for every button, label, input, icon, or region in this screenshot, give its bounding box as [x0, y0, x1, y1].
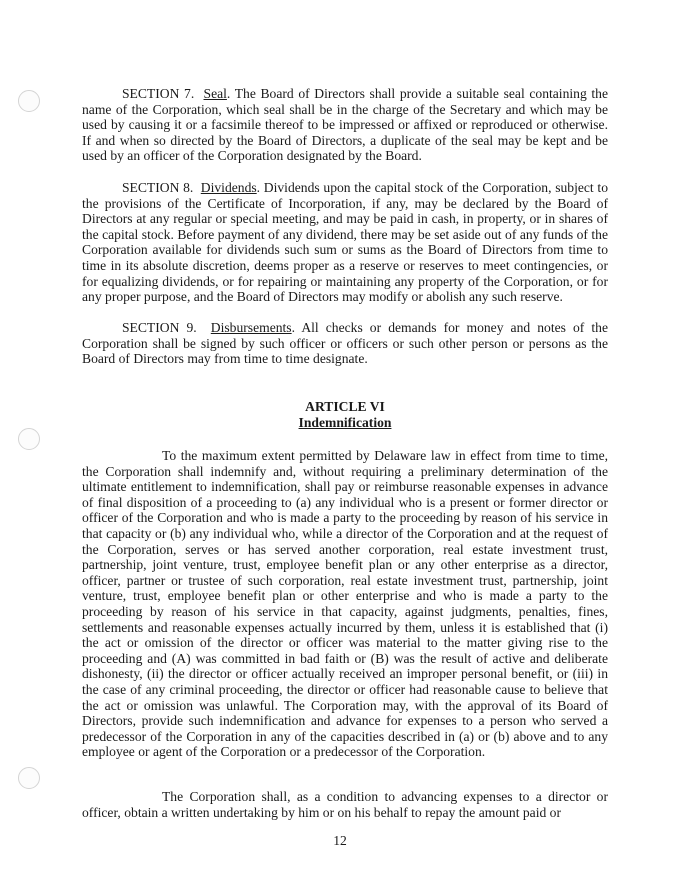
section-9-number: SECTION 9.	[122, 320, 197, 335]
indemnification-paragraph-1	[82, 448, 608, 760]
section-9-body: . All checks or demands for money and notes of the Corporation shall be signed by such officer or officers or such other person or persons as the Board of Directors may from time to time designate.	[82, 320, 609, 367]
article-title: ARTICLE VI	[305, 399, 385, 414]
article-subtitle: Indemnification	[298, 415, 392, 430]
section-7-number: SECTION 7.	[122, 86, 195, 101]
section-8	[82, 180, 608, 305]
indemnification-text-1: To the maximum extent permitted by Delaware law in effect from time to time, the Corporation shall indemnify and, without requiring a preliminary determination of the ultimate entitlement to indemnification, shall pay or reimburse reasonable expenses in advance of final disposition of a proceeding to (a) any individual who is a present or former director or officer of the Corporation and who is made a party to the proceeding by reason of his service in that capacity or (b) any individual who, while a director of the Corporation and at the request of the Corporation, serves or has served another corporation, real estate investment trust, partnership, joint venture, trust, employee benefit plan or any other enterprise as a director, officer, partner or trustee of such corporation, real estate investment trust, partnership, joint venture, trust, employee benefit plan or other enterprise and who is made a party to the proceeding by reason of his service in that capacity, against judgments, penalties, fines, settlements and reasonable expenses actually incurred by them, unless it is established that (i) the act or omission of the director or officer was material to the matter giving rise to the proceeding and (A) was committed in bad faith or (B) was the result of active and deliberate dishonesty, (ii) the director or officer actually received an improper personal benefit, or (iii) in the case of any criminal proceeding, the director or officer had reasonable cause to believe that the act or omission was unlawful. The Corporation may, with the approval of its Board of Directors, provide such indemnification and advance for expenses to a person who served a predecessor of the Corporation in any of the capacities described in (a) or (b) above and to any employee or agent of the Corporation or a predecessor of the Corporation.	[82, 448, 608, 760]
indemnification-paragraph-2	[82, 789, 608, 820]
article-heading	[82, 399, 608, 431]
section-8-title: Dividends	[200, 180, 257, 195]
section-8-body: . Dividends upon the capital stock of the Corporation, subject to the provisions of the Certificate of Incorporation, if any, may be declared by the Board of Directors at any regular or special meeting, and may be paid in cash, in property, or in shares of the capital stock. Before payment of any dividend, there may be set aside out of any funds of the Corporation available for dividends such sum or sums as the Board of Directors from time to time in its absolute discretion, deems proper as a reserve or reserves to meet contingencies, or for equalizing dividends, or for repairing or maintaining any property of the Corporation, or for any proper purpose, and the Board of Directors may modify or abolish any such reserve.	[82, 180, 608, 305]
section-9	[82, 320, 608, 367]
punch-hole-icon	[18, 767, 40, 789]
punch-hole-icon	[18, 90, 40, 112]
section-7-body: . The Board of Directors shall provide a suitable seal containing the name of the Corporation, which seal shall be in the charge of the Secretary and which may be used by causing it or a facsimile thereof to be impressed or affixed or reproduced or otherwise. If and when so directed by the Board of Directors, a duplicate of the seal may be kept and be used by an officer of the Corporation designated by the Board.	[82, 86, 608, 164]
section-8-number: SECTION 8.	[122, 180, 194, 195]
section-9-title: Disbursements	[210, 320, 292, 335]
section-7	[82, 86, 608, 164]
indemnification-text-2: The Corporation shall, as a condition to advancing expenses to a director or officer, obtain a written undertaking by him or on his behalf to repay the amount paid or	[82, 789, 608, 820]
page-number: 12	[333, 833, 347, 848]
punch-hole-icon	[18, 428, 40, 450]
section-7-title: Seal	[203, 86, 227, 101]
